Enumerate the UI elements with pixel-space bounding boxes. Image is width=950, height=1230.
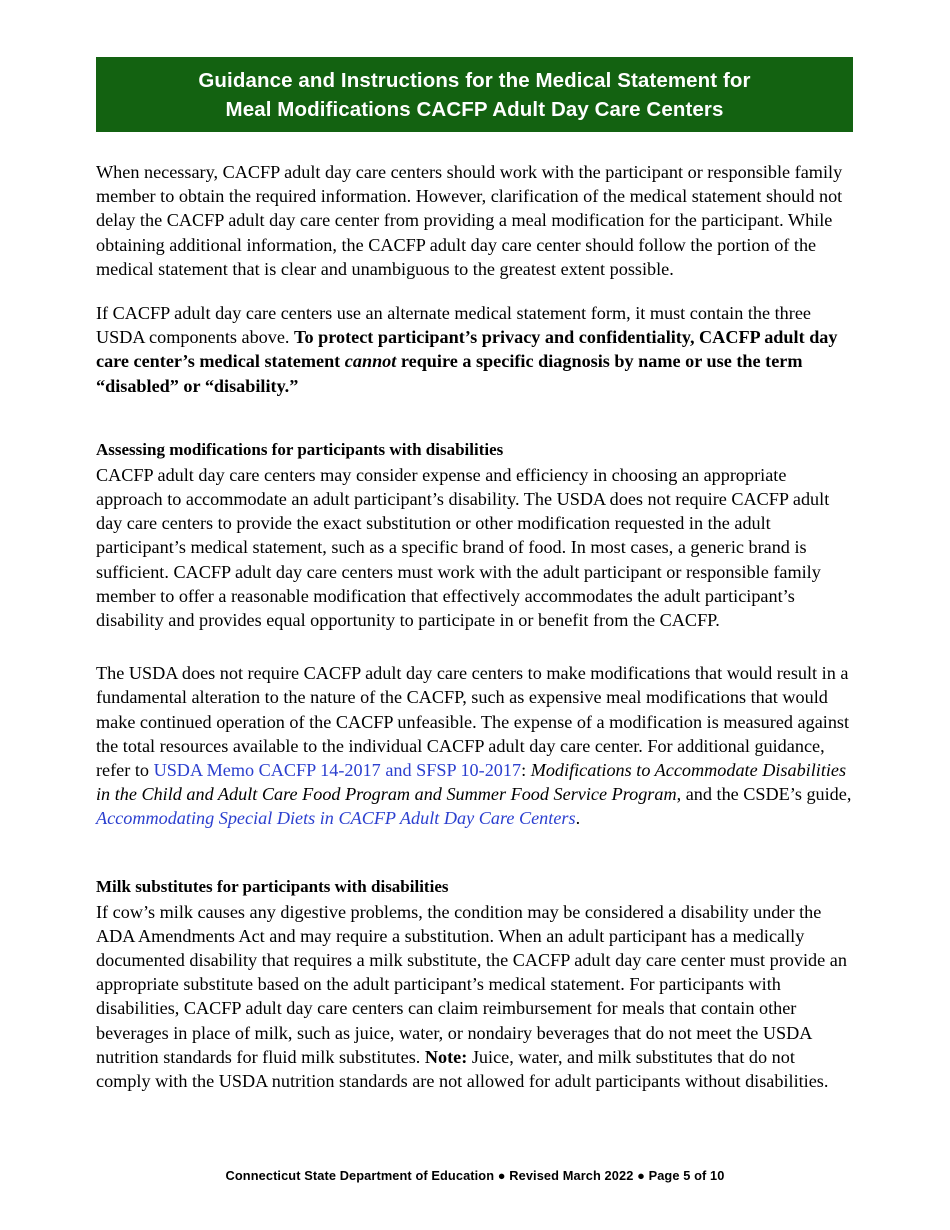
document-body [96,160,853,1093]
section-heading-assessing-modifications: Assessing modifications for participants with disabilities [96,439,504,459]
page-header-banner [96,57,853,132]
paragraph-4-mid-1: : [521,760,531,781]
paragraph-4-mid-2: , and the CSDE’s guide, [676,784,852,805]
csde-guide-link[interactable]: Accommodating Special Diets in CACFP Adult Day Care Centers [96,808,576,829]
page-footer: Connecticut State Department of Education ● Revised March 2022 ● Page 5 of 10 [225,1168,725,1183]
section-spacer-2 [96,652,853,661]
usda-memo-link[interactable]: USDA Memo CACFP 14-2017 and SFSP 10-2017 [153,760,522,781]
paragraph-4-italic-title: Modifications to Accommodate Disabilities in the Child and Adult Care Food Program and Summer Food Service Program [96,760,847,805]
paragraph-4-lead: The USDA does not require CACFP adult day care centers to make modifications that would result in a fundamental alteration to the nature of the CACFP, such as expensive meal modifications that would make continued operation of the CACFP unfeasible. The expense of a modification is measured against the total resources available to the individual CACFP adult day care center. For additional guidance, refer to [96,663,850,781]
paragraph-1: When necessary, CACFP adult day care centers should work with the participant or responsible family member to obtain the required information. However, clarification of the medical statement should not delay the CACFP adult day care center from providing a meal modification for the participant. While obtaining additional information, the CACFP adult day care center should follow the portion of the medical statement that is clear and unambiguous to the greatest extent possible. [96,162,843,279]
banner-text [198,66,750,124]
paragraph-5-note-label: Note: [424,1046,468,1067]
banner-line-2: Meal Modifications CACFP Adult Day Care Centers [225,97,724,121]
paragraph-2-bold-italic: cannot [344,351,397,372]
paragraph-3: CACFP adult day care centers may consider expense and efficiency in choosing an appropriate approach to accommodate an adult participant’s disability. The USDA does not require CACFP adult day care centers to provide the exact substitution or other modification requested in the adult participant’s medical statement, such as a specific brand of food. In most cases, a generic brand is sufficient. CACFP adult day care centers must work with the adult participant or responsible family member to offer a reasonable modification that effectively accommodates the adult participant’s disability and provides equal opportunity to participate in or benefit from the CACFP. [96,464,830,631]
paragraph-2-lead: If CACFP adult day care centers use an alternate medical statement form, it must contain the three USDA components above. [96,303,811,348]
paragraph-5-lead: If cow’s milk causes any digestive problems, the condition may be considered a disability under the ADA Amendments Act and may require a substitution. When an adult participant has a medically documented disability that requires a milk substitute, the CACFP adult day care center must provide an appropriate substitute based on the adult participant’s medical statement. For participants with disabilities, CACFP adult day care centers can claim reimbursement for meals that contain other beverages in place of milk, such as juice, water, or nondairy beverages that do not meet the USDA nutrition standards for fluid milk substitutes. [96,901,847,1067]
paragraph-2-bold-2: require a specific diagnosis by name or use the term “disabled” or “disability.” [96,351,803,396]
paragraph-2-bold-1: To protect participant’s privacy and confidentiality, CACFP adult day care center’s medical statement [96,327,838,372]
paragraph-4 [96,661,853,830]
section-spacer-3 [96,851,853,875]
banner-line-1: Guidance and Instructions for the Medical Statement for [198,68,751,92]
section-spacer-1 [96,418,853,438]
section-heading-milk-substitutes: Milk substitutes for participants with disabilities [96,876,449,896]
paragraph-5 [96,900,853,1094]
paragraph-4-end: . [575,808,581,829]
paragraph-5-end: Juice, water, and milk substitutes that do not comply with the USDA nutrition standards are not allowed for adult participants without disabilities. [96,1046,829,1092]
paragraph-2 [96,301,853,398]
